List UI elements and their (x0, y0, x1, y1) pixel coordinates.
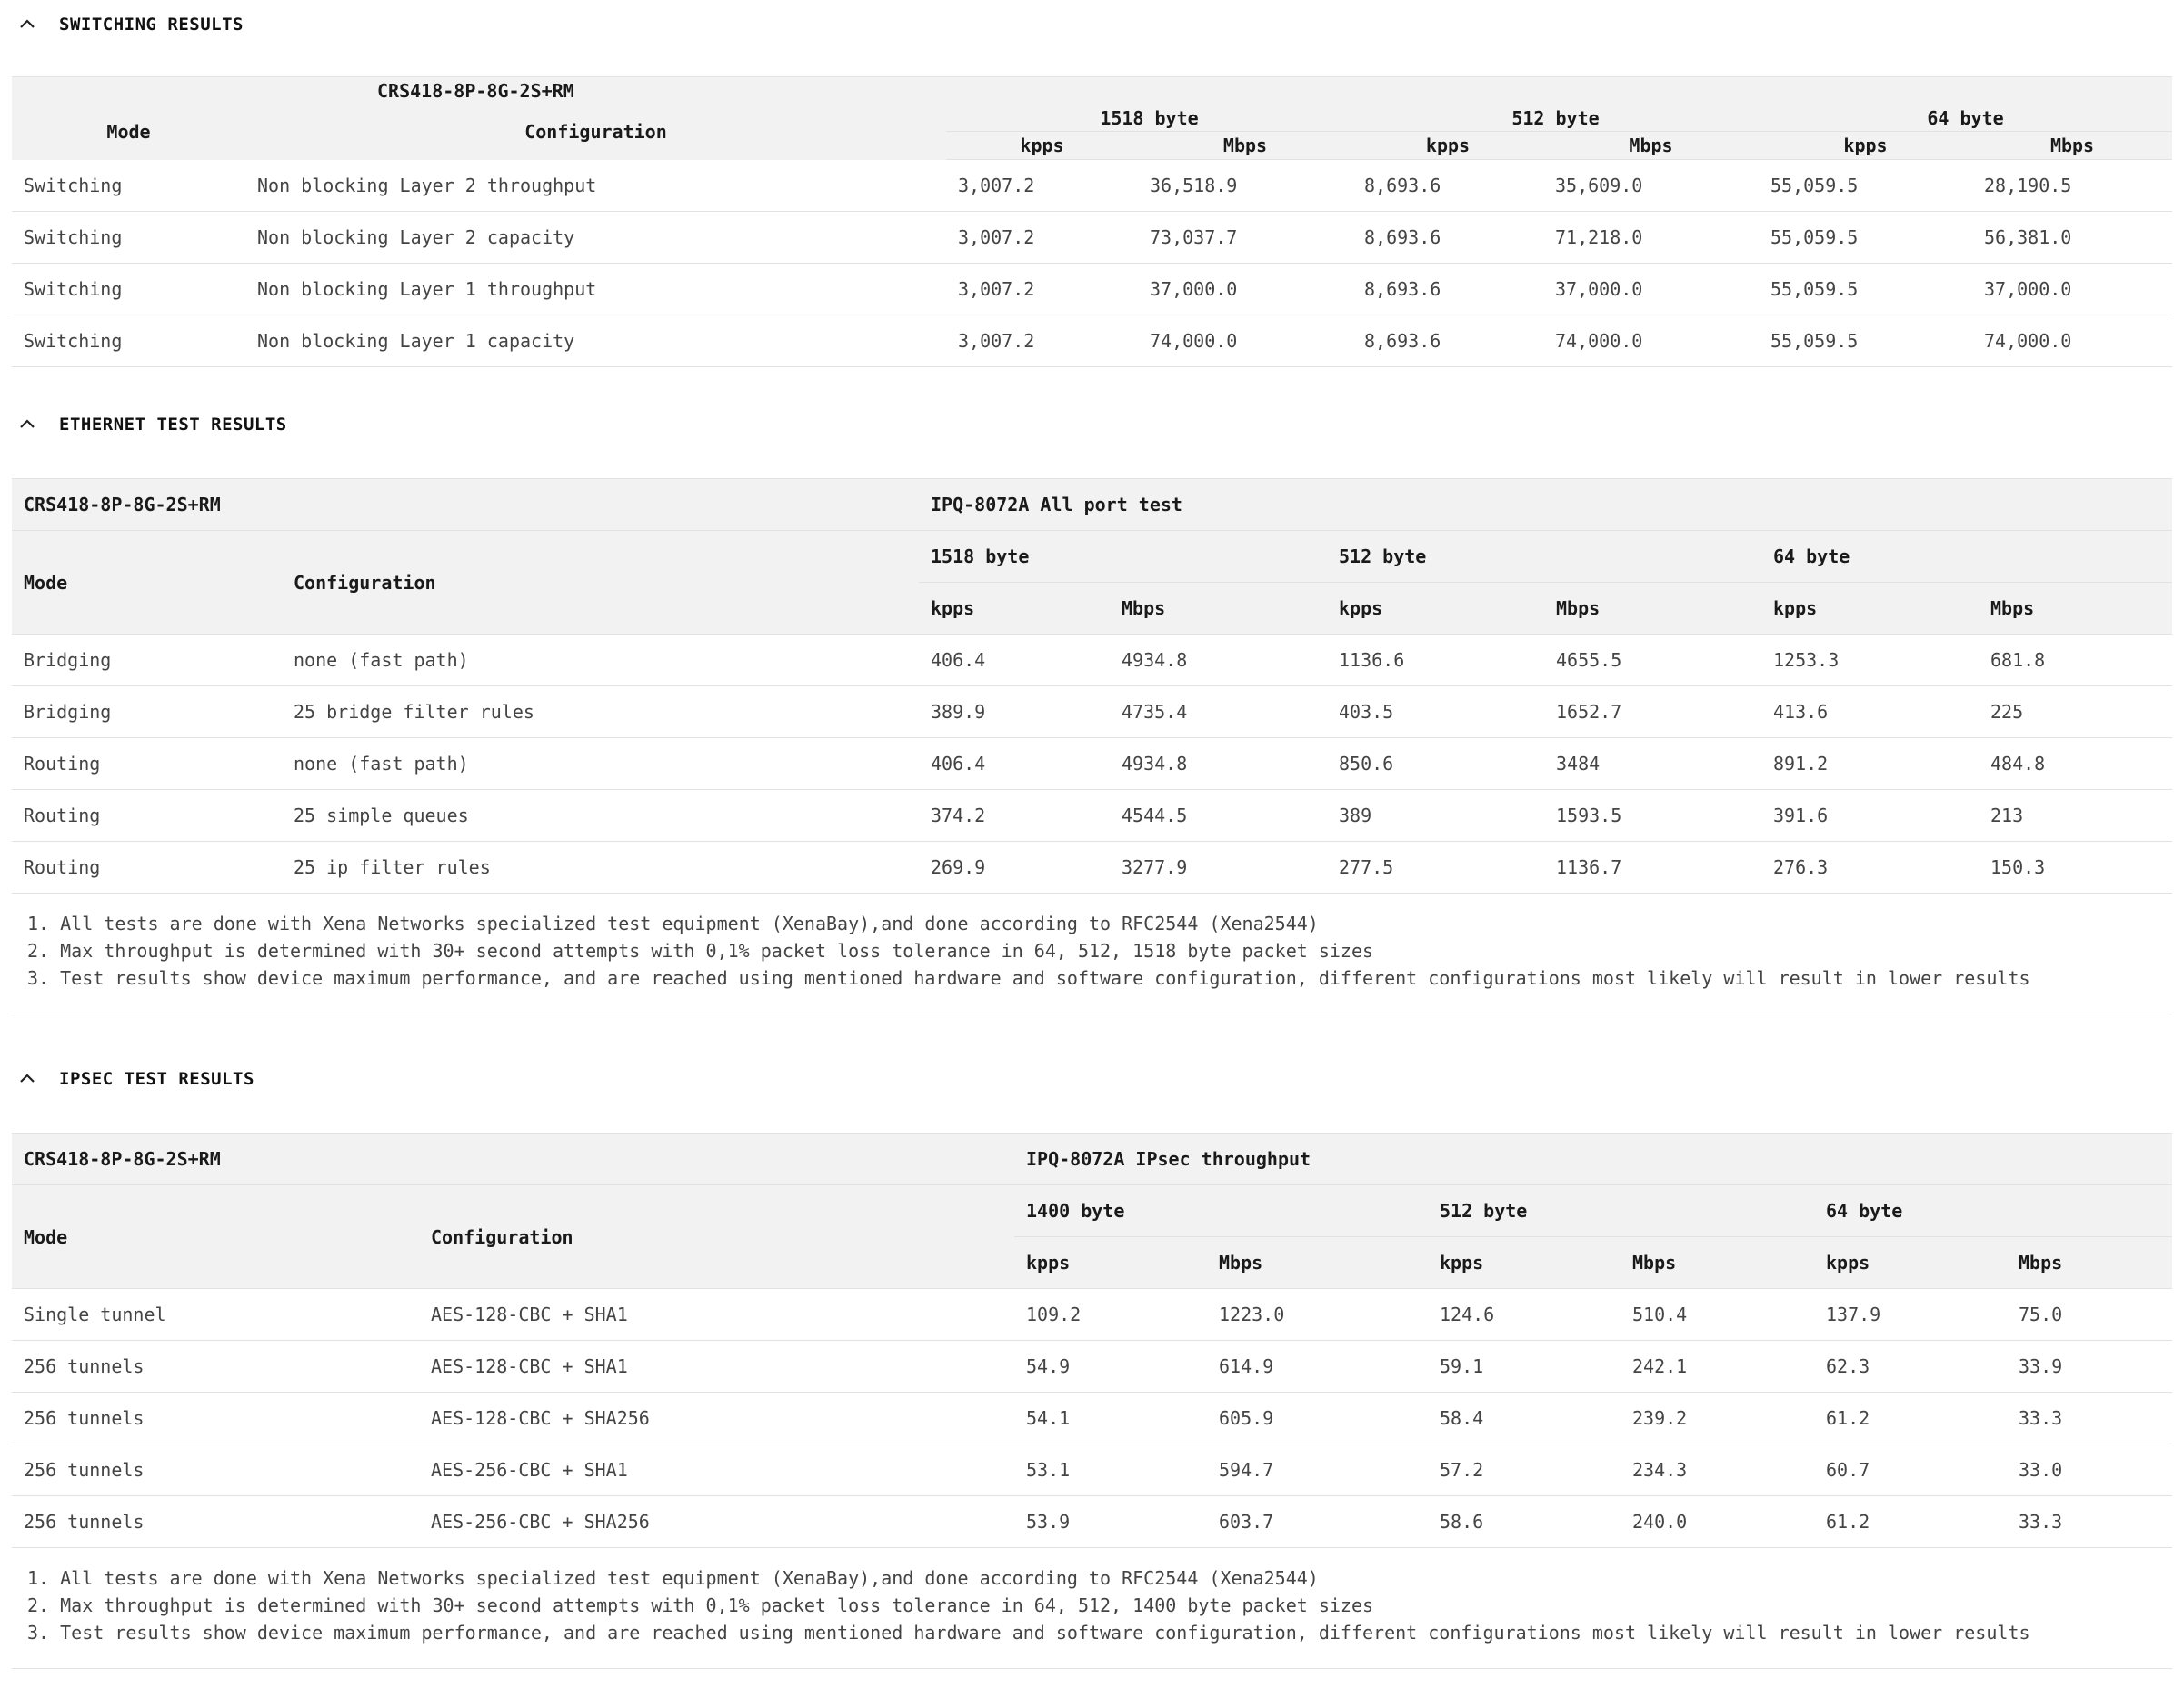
config-cell: Non blocking Layer 1 throughput (245, 264, 946, 315)
group-header-512: 512 byte (1428, 1185, 1814, 1237)
value-cell: 389.9 (919, 686, 1110, 738)
mode-cell: Bridging (12, 635, 282, 686)
config-cell: 25 bridge filter rules (282, 686, 919, 738)
group-header-1518: 1518 byte (946, 105, 1352, 132)
device-name: CRS418-8P-8G-2S+RM (12, 479, 919, 531)
value-cell: 33.9 (2007, 1341, 2172, 1393)
group-header-64: 64 byte (1814, 1185, 2172, 1237)
value-cell: 3277.9 (1110, 842, 1327, 894)
table-row (12, 212, 2172, 264)
value-cell: 74,000.0 (1972, 315, 2172, 367)
value-cell: 53.1 (1014, 1444, 1207, 1496)
unit-header: kpps (1014, 1237, 1207, 1289)
test-name: IPQ-8072A IPsec throughput (1014, 1134, 2172, 1185)
value-cell: 57.2 (1428, 1444, 1621, 1496)
value-cell: 124.6 (1428, 1289, 1621, 1341)
value-cell: 37,000.0 (1138, 264, 1352, 315)
value-cell: 4735.4 (1110, 686, 1327, 738)
value-cell: 269.9 (919, 842, 1110, 894)
table-row (12, 1341, 2172, 1393)
mode-cell: Bridging (12, 686, 282, 738)
mode-cell: Switching (12, 212, 245, 264)
config-cell: AES-256-CBC + SHA1 (419, 1444, 1014, 1496)
note: 1. All tests are done with Xena Networks specialized test equipment (XenaBay),and done according to RFC2544 (Xena2544) (27, 1567, 1319, 1589)
value-cell: 276.3 (1761, 842, 1979, 894)
table-row (12, 1393, 2172, 1444)
group-header-64: 64 byte (1761, 531, 2172, 583)
value-cell: 239.2 (1621, 1393, 1814, 1444)
group-header-512: 512 byte (1327, 531, 1761, 583)
value-cell: 510.4 (1621, 1289, 1814, 1341)
mode-cell: Switching (12, 315, 245, 367)
config-cell: AES-128-CBC + SHA256 (419, 1393, 1014, 1444)
value-cell: 3484 (1544, 738, 1761, 790)
unit-header: Mbps (1543, 132, 1759, 160)
value-cell: 3,007.2 (946, 315, 1138, 367)
value-cell: 1253.3 (1761, 635, 1979, 686)
config-cell: 25 ip filter rules (282, 842, 919, 894)
mode-cell: Routing (12, 790, 282, 842)
device-name: CRS418-8P-8G-2S+RM (12, 1134, 1014, 1185)
value-cell: 850.6 (1327, 738, 1544, 790)
value-cell: 109.2 (1014, 1289, 1207, 1341)
value-cell: 225 (1979, 686, 2172, 738)
value-cell: 36,518.9 (1138, 160, 1352, 212)
test-name: IPQ-8072A All port test (919, 479, 2172, 531)
value-cell: 53.9 (1014, 1496, 1207, 1548)
mode-cell: Routing (12, 738, 282, 790)
value-cell: 71,218.0 (1543, 212, 1759, 264)
chevron-up-icon[interactable] (17, 15, 37, 35)
ipsec-section (12, 1054, 2172, 1669)
value-cell: 33.3 (2007, 1496, 2172, 1548)
unit-header: kpps (1428, 1237, 1621, 1289)
mode-cell: Routing (12, 842, 282, 894)
value-cell: 74,000.0 (1543, 315, 1759, 367)
value-cell: 1593.5 (1544, 790, 1761, 842)
value-cell: 1223.0 (1207, 1289, 1428, 1341)
note: 2. Max throughput is determined with 30+ second attempts with 0,1% packet loss tolerance in 64, 512, 1518 byte packet sizes (27, 940, 1374, 962)
value-cell: 61.2 (1814, 1393, 2007, 1444)
ethernet-section (12, 400, 2172, 1014)
value-cell: 37,000.0 (1543, 264, 1759, 315)
value-cell: 8,693.6 (1352, 160, 1543, 212)
section-title: IPSEC TEST RESULTS (59, 1069, 254, 1089)
value-cell: 74,000.0 (1138, 315, 1352, 367)
value-cell: 1652.7 (1544, 686, 1761, 738)
value-cell: 4655.5 (1544, 635, 1761, 686)
value-cell: 55,059.5 (1759, 160, 1972, 212)
value-cell: 62.3 (1814, 1341, 2007, 1393)
unit-header: Mbps (1138, 132, 1352, 160)
group-header-64: 64 byte (1759, 105, 2172, 132)
note: 1. All tests are done with Xena Networks specialized test equipment (XenaBay),and done according to RFC2544 (Xena2544) (27, 913, 1319, 934)
config-cell: Non blocking Layer 2 throughput (245, 160, 946, 212)
unit-header: Mbps (1972, 132, 2172, 160)
ethernet-section-header[interactable] (12, 400, 2172, 449)
table-row (12, 1444, 2172, 1496)
value-cell: 58.6 (1428, 1496, 1621, 1548)
table-row (12, 1496, 2172, 1548)
value-cell: 37,000.0 (1972, 264, 2172, 315)
note: 3. Test results show device maximum performance, and are reached using mentioned hardware and software configuration, different configurations most likely will result in lower results (27, 967, 2030, 989)
unit-header: kpps (1759, 132, 1972, 160)
value-cell: 891.2 (1761, 738, 1979, 790)
table-row (12, 842, 2172, 894)
mode-cell: Switching (12, 264, 245, 315)
value-cell: 55,059.5 (1759, 212, 1972, 264)
value-cell: 391.6 (1761, 790, 1979, 842)
mode-header: Mode (12, 1185, 419, 1289)
note: 2. Max throughput is determined with 30+ second attempts with 0,1% packet loss tolerance in 64, 512, 1400 byte packet sizes (27, 1594, 1374, 1616)
device-name: CRS418-8P-8G-2S+RM (245, 77, 946, 105)
mode-cell: Switching (12, 160, 245, 212)
group-header-1518: 1518 byte (919, 531, 1327, 583)
value-cell: 60.7 (1814, 1444, 2007, 1496)
value-cell: 605.9 (1207, 1393, 1428, 1444)
value-cell: 4934.8 (1110, 738, 1327, 790)
chevron-up-icon[interactable] (17, 1069, 37, 1089)
value-cell: 1136.7 (1544, 842, 1761, 894)
value-cell: 8,693.6 (1352, 264, 1543, 315)
test-notes (12, 1548, 2172, 1669)
configuration-header: Configuration (524, 121, 667, 144)
value-cell: 484.8 (1979, 738, 2172, 790)
ipsec-section-header[interactable] (12, 1054, 2172, 1104)
switching-section (12, 0, 2172, 367)
note: 3. Test results show device maximum performance, and are reached using mentioned hardware and software configuration, different configurations most likely will result in lower results (27, 1622, 2030, 1644)
table-row (12, 264, 2172, 315)
value-cell: 406.4 (919, 738, 1110, 790)
unit-header: Mbps (1979, 583, 2172, 635)
value-cell: 150.3 (1979, 842, 2172, 894)
table-row (12, 315, 2172, 367)
config-cell: Non blocking Layer 1 capacity (245, 315, 946, 367)
value-cell: 213 (1979, 790, 2172, 842)
mode-cell: 256 tunnels (12, 1341, 419, 1393)
value-cell: 389 (1327, 790, 1544, 842)
config-cell: none (fast path) (282, 635, 919, 686)
unit-header: kpps (1814, 1237, 2007, 1289)
value-cell: 3,007.2 (946, 160, 1138, 212)
value-cell: 35,609.0 (1543, 160, 1759, 212)
group-header-1400: 1400 byte (1014, 1185, 1428, 1237)
unit-header: Mbps (1207, 1237, 1428, 1289)
value-cell: 137.9 (1814, 1289, 2007, 1341)
mode-cell: 256 tunnels (12, 1444, 419, 1496)
table-row (12, 1289, 2172, 1341)
value-cell: 54.9 (1014, 1341, 1207, 1393)
value-cell: 59.1 (1428, 1341, 1621, 1393)
mode-header: Mode (106, 121, 151, 144)
unit-header: kpps (1352, 132, 1543, 160)
configuration-header: Configuration (282, 531, 919, 635)
config-cell: none (fast path) (282, 738, 919, 790)
value-cell: 614.9 (1207, 1341, 1428, 1393)
value-cell: 55,059.5 (1759, 264, 1972, 315)
value-cell: 75.0 (2007, 1289, 2172, 1341)
value-cell: 8,693.6 (1352, 212, 1543, 264)
value-cell: 61.2 (1814, 1496, 2007, 1548)
value-cell: 234.3 (1621, 1444, 1814, 1496)
value-cell: 1136.6 (1327, 635, 1544, 686)
value-cell: 4544.5 (1110, 790, 1327, 842)
value-cell: 242.1 (1621, 1341, 1814, 1393)
value-cell: 28,190.5 (1972, 160, 2172, 212)
value-cell: 54.1 (1014, 1393, 1207, 1444)
section-title: ETHERNET TEST RESULTS (59, 415, 287, 435)
table-row (12, 738, 2172, 790)
config-cell: AES-128-CBC + SHA1 (419, 1341, 1014, 1393)
value-cell: 3,007.2 (946, 264, 1138, 315)
table-row (12, 790, 2172, 842)
value-cell: 56,381.0 (1972, 212, 2172, 264)
value-cell: 277.5 (1327, 842, 1544, 894)
config-cell: 25 simple queues (282, 790, 919, 842)
mode-cell: 256 tunnels (12, 1393, 419, 1444)
value-cell: 3,007.2 (946, 212, 1138, 264)
config-cell: Non blocking Layer 2 capacity (245, 212, 946, 264)
unit-header: kpps (919, 583, 1110, 635)
config-cell: AES-256-CBC + SHA256 (419, 1496, 1014, 1548)
unit-header: kpps (1761, 583, 1979, 635)
mode-header: Mode (12, 531, 282, 635)
value-cell: 374.2 (919, 790, 1110, 842)
mode-cell: Single tunnel (12, 1289, 419, 1341)
table-row (12, 635, 2172, 686)
unit-header: Mbps (1110, 583, 1327, 635)
unit-header: Mbps (2007, 1237, 2172, 1289)
switching-section-header[interactable] (12, 0, 2172, 49)
value-cell: 603.7 (1207, 1496, 1428, 1548)
switching-table (12, 76, 2172, 367)
test-notes (12, 894, 2172, 1014)
value-cell: 413.6 (1761, 686, 1979, 738)
value-cell: 33.0 (2007, 1444, 2172, 1496)
unit-header: Mbps (1621, 1237, 1814, 1289)
unit-header: kpps (1327, 583, 1544, 635)
table-row (12, 160, 2172, 212)
unit-header: kpps (946, 132, 1138, 160)
mode-cell: 256 tunnels (12, 1496, 419, 1548)
value-cell: 594.7 (1207, 1444, 1428, 1496)
group-header-512: 512 byte (1352, 105, 1759, 132)
value-cell: 58.4 (1428, 1393, 1621, 1444)
chevron-up-icon[interactable] (17, 415, 37, 435)
config-cell: AES-128-CBC + SHA1 (419, 1289, 1014, 1341)
ipsec-table (12, 1133, 2172, 1548)
section-title: SWITCHING RESULTS (59, 15, 244, 35)
value-cell: 406.4 (919, 635, 1110, 686)
table-row (12, 686, 2172, 738)
value-cell: 8,693.6 (1352, 315, 1543, 367)
ethernet-table (12, 478, 2172, 894)
unit-header: Mbps (1544, 583, 1761, 635)
value-cell: 403.5 (1327, 686, 1544, 738)
value-cell: 33.3 (2007, 1393, 2172, 1444)
value-cell: 55,059.5 (1759, 315, 1972, 367)
value-cell: 73,037.7 (1138, 212, 1352, 264)
value-cell: 240.0 (1621, 1496, 1814, 1548)
value-cell: 681.8 (1979, 635, 2172, 686)
value-cell: 4934.8 (1110, 635, 1327, 686)
configuration-header: Configuration (419, 1185, 1014, 1289)
